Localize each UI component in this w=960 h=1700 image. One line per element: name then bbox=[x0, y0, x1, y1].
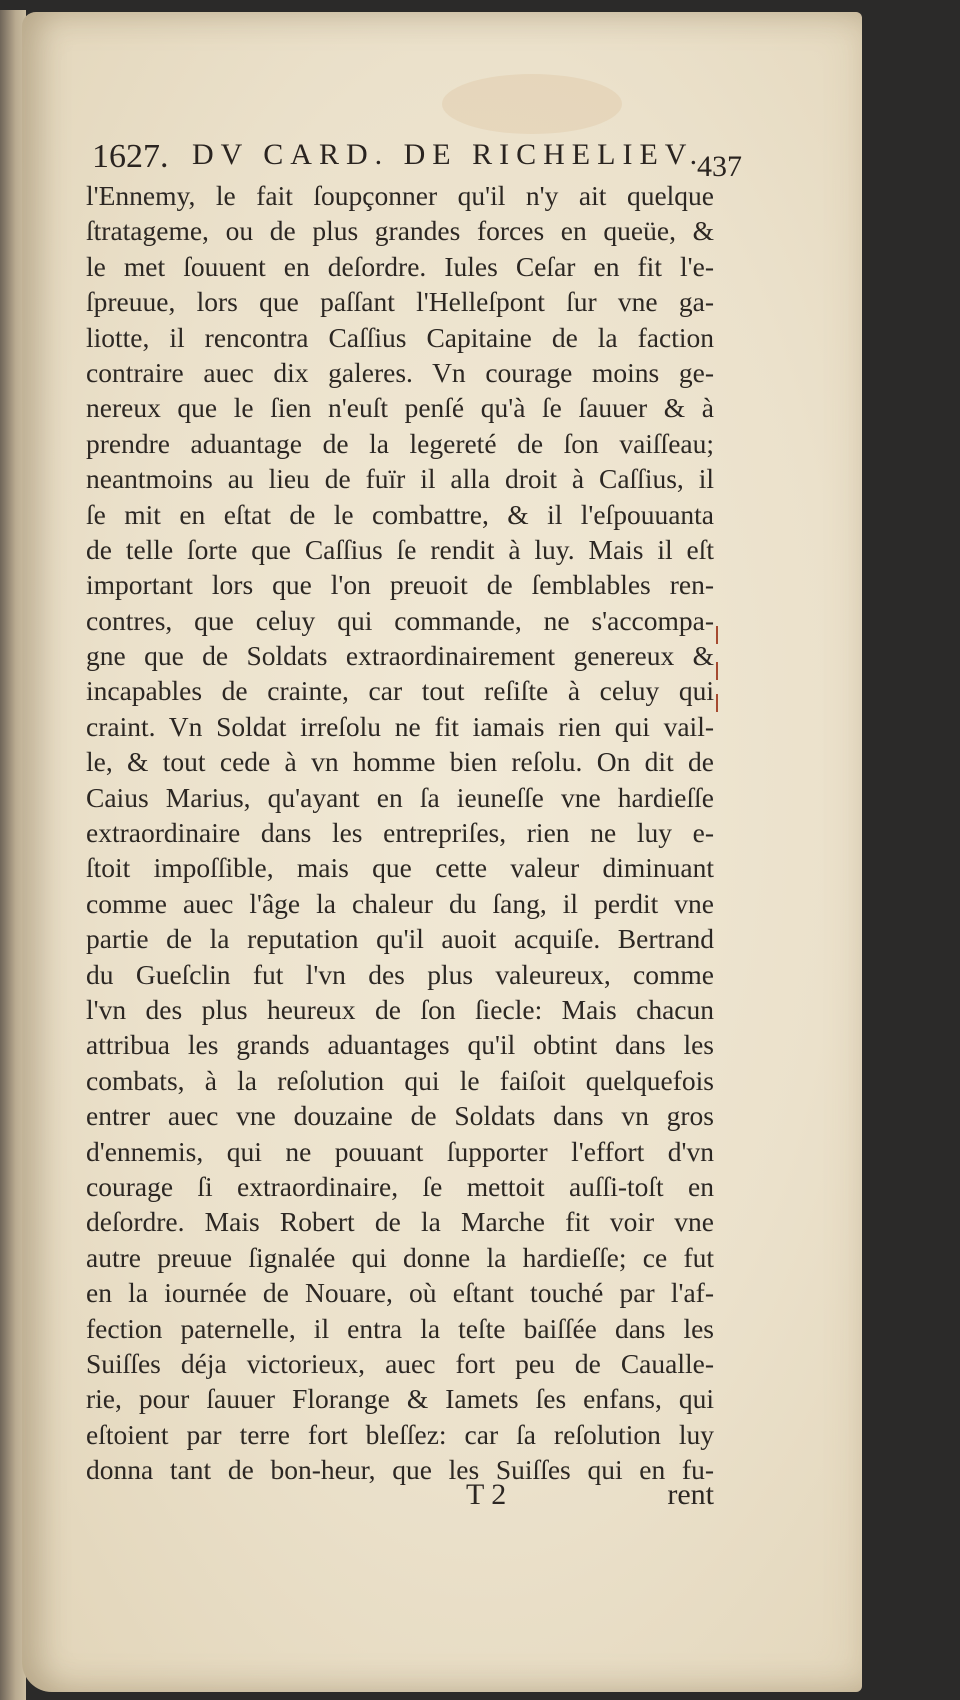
text-line: craint. Vn Soldat irreſolu ne fit iamais rien qui vail- bbox=[86, 710, 714, 742]
text-line: rie, pour ſauuer Florange & Iamets ſes enfans, qui bbox=[86, 1383, 714, 1415]
margin-mark bbox=[706, 662, 718, 680]
text-line: attribua les grands aduantages qu'il obtint dans les bbox=[86, 1029, 714, 1061]
margin-mark bbox=[706, 626, 718, 644]
text-line: combats, à la reſolution qui le faiſoit quelquefois bbox=[86, 1064, 714, 1096]
text-line: incapables de crainte, car tout reſiſte à celuy qui bbox=[86, 675, 714, 707]
text-line: d'ennemis, qui ne pouuant ſupporter l'effort d'vn bbox=[86, 1135, 714, 1167]
text-line: partie de la reputation qu'il auoit acquiſe. Bertrand bbox=[86, 923, 714, 955]
text-line: nereux que le ſien n'euſt penſé qu'à ſe ſauuer & à bbox=[86, 392, 714, 424]
text-line: contraire auec dix galeres. Vn courage moins ge- bbox=[86, 356, 714, 388]
page-footer bbox=[86, 1478, 714, 1518]
text-line: Caius Marius, qu'ayant en ſa ieuneſſe vne hardieſſe bbox=[86, 781, 714, 813]
running-header bbox=[68, 132, 742, 183]
header-year: 1627. bbox=[92, 138, 169, 175]
text-line: liotte, il rencontra Caſſius Capitaine de la faction bbox=[86, 321, 714, 353]
running-title: DV CARD. DE RICHELIEV. bbox=[192, 138, 705, 171]
text-line: ſpreuue, lors que paſſant l'Helleſpont ſur vne ga- bbox=[86, 286, 714, 318]
text-line: de telle ſorte que Caſſius ſe rendit à luy. Mais il eſt bbox=[86, 533, 714, 565]
text-line: neantmoins au lieu de fuïr il alla droit à Caſſius, il bbox=[86, 463, 714, 495]
signature-mark: T 2 bbox=[466, 1478, 507, 1511]
paper-stain bbox=[442, 74, 622, 134]
text-line: courage ſi extraordinaire, ſe mettoit auſſi-toſt en bbox=[86, 1170, 714, 1202]
text-line: comme auec l'âge la chaleur du ſang, il perdit vne bbox=[86, 887, 714, 919]
catchword: rent bbox=[667, 1478, 714, 1511]
text-line: le, & tout cede à vn homme bien reſolu. On dit de bbox=[86, 746, 714, 778]
text-line: gne que de Soldats extraordinairement genereux & bbox=[86, 640, 714, 672]
text-line: ſtratageme, ou de plus grandes forces en queüe, & bbox=[86, 215, 714, 247]
text-line: autre preuue ſignalée qui donne la hardieſſe; ce fut bbox=[86, 1241, 714, 1273]
text-line: prendre aduantage de la legereté de ſon vaiſſeau; bbox=[86, 427, 714, 459]
text-line: eſtoient par terre fort bleſſez: car ſa reſolution luy bbox=[86, 1418, 714, 1450]
text-line: en la iournée de Nouare, où eſtant touché par l'af- bbox=[86, 1277, 714, 1309]
text-line: important lors que l'on preuoit de ſemblables ren- bbox=[86, 569, 714, 601]
text-line: Suiſſes déja victorieux, auec fort peu de Caualle- bbox=[86, 1347, 714, 1379]
text-line: deſordre. Mais Robert de la Marche fit voir vne bbox=[86, 1206, 714, 1238]
text-line: l'Ennemy, le fait ſoupçonner qu'il n'y ait quelque bbox=[86, 180, 714, 211]
text-line: l'vn des plus heureux de ſon ſiecle: Mais chacun bbox=[86, 993, 714, 1025]
text-line: donna tant de bon-heur, que les Suiſſes qui en fu- bbox=[86, 1454, 714, 1486]
margin-mark bbox=[706, 694, 718, 712]
text-line: du Gueſclin fut l'vn des plus valeureux, comme bbox=[86, 958, 714, 990]
text-line: extraordinaire dans les entrepriſes, rien ne luy e- bbox=[86, 817, 714, 849]
text-line: ſe mit en eſtat de le combattre, & il l'eſpouuanta bbox=[86, 498, 714, 530]
page-number: 437 bbox=[697, 150, 742, 183]
text-line: ſtoit impoſſible, mais que cette valeur diminuant bbox=[86, 852, 714, 884]
text-line: entrer auec vne douzaine de Soldats dans vn gros bbox=[86, 1100, 714, 1132]
text-line: fection paternelle, il entra la teſte baiſſée dans les bbox=[86, 1312, 714, 1344]
text-line: contres, que celuy qui commande, ne s'accompa- bbox=[86, 604, 714, 636]
body-text bbox=[86, 178, 714, 1487]
text-line: le met ſouuent en deſordre. Iules Ceſar en fit l'e- bbox=[86, 250, 714, 282]
